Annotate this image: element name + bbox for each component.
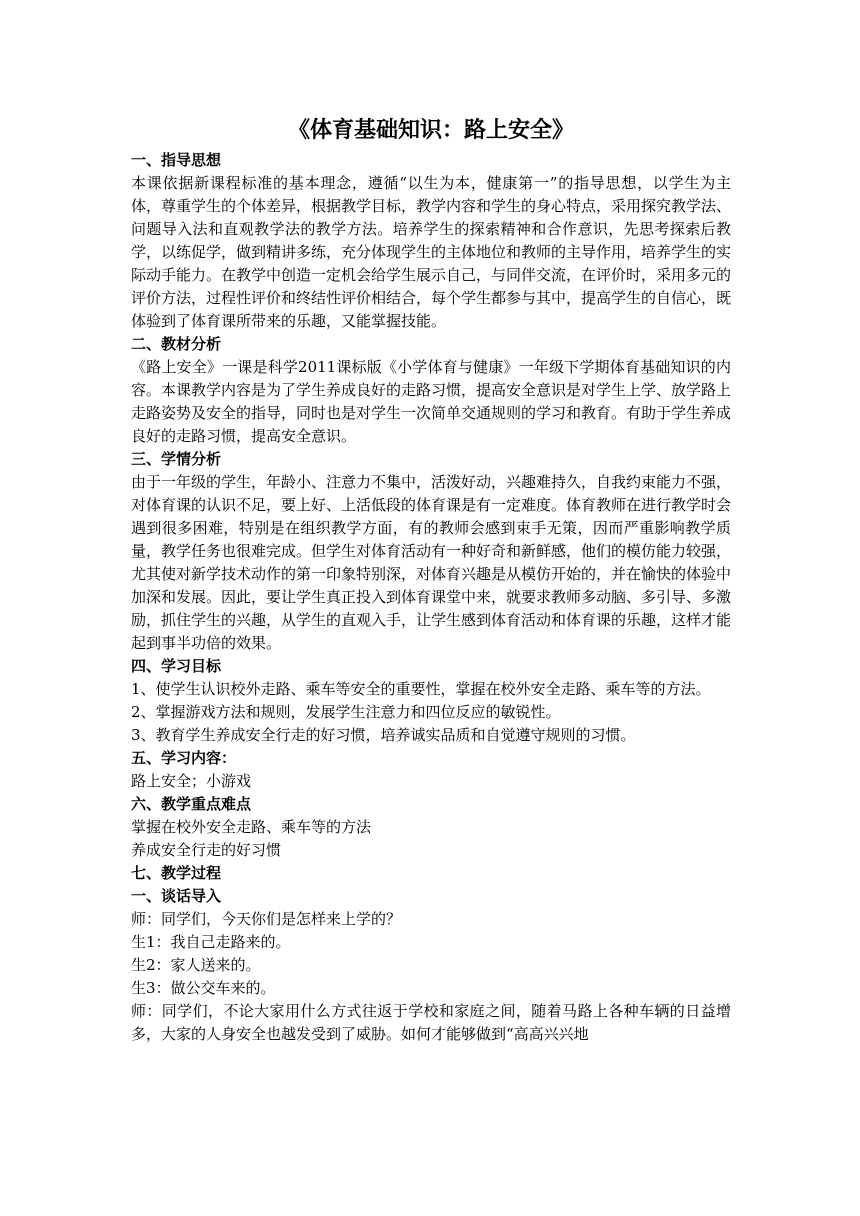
section-heading-student-analysis: 三、学情分析: [131, 450, 222, 468]
dialogue-line-teacher-2: 师：同学们，不论大家用什么方式往返于学校和家庭之间，随着马路上各种车辆的日益增多，大家的人身安全也越发受到了威胁。如何才能够做到“高高兴兴地: [131, 1002, 731, 1043]
learning-goal-2: 2、掌握游戏方法和规则，发展学生注意力和四位反应的敏锐性。: [131, 703, 561, 721]
section-heading-learning-content: 五、学习内容：: [131, 749, 237, 767]
section-heading-learning-goals: 四、学习目标: [131, 657, 222, 675]
learning-goal-1: 1、使学生认识校外走路、乘车等安全的重要性，掌握在校外安全走路、乘车等的方法。: [131, 680, 711, 698]
section-heading-teaching-process: 七、教学过程: [131, 864, 222, 882]
section-heading-textbook-analysis: 二、教材分析: [131, 335, 222, 353]
key-point-2: 养成安全行走的好习惯: [131, 841, 282, 859]
section-body-guiding-ideology: 本课依据新课程标准的基本理念，遵循“以生为本，健康第一”的指导思想，以学生为主体，尊重学生的个体差异，根据教学目标，教学内容和学生的身心特点，采用探究教学法、问题导入法和直观教学法的教学方法。培养学生的探索精神和合作意识，先思考探索后教学，以练促学，做到精讲多练，充分体现学生的主体地位和教师的主导作用，培养学生的实际动手能力。在教学中创造一定机会给学生展示自己，与同伴交流，在评价时，采用多元的评价方法，过程性评价和终结性评价相结合，每个学生都参与其中，提高学生的自信心，既体验到了体育课所带来的乐趣，又能掌握技能。: [131, 174, 732, 330]
dialogue-line-student-1: 生1：我自己走路来的。: [131, 933, 291, 951]
section-body-textbook-analysis: 《路上安全》一课是科学2011课标版《小学体育与健康》一年级下学期体育基础知识的内容。本课教学内容是为了学生养成良好的走路习惯，提高安全意识是对学生上学、放学路上走路姿势及安全的指导，同时也是对学生一次简单交通规则的学习和教育。有助于学生养成良好的走路习惯，提高安全意识。: [131, 358, 732, 445]
document-page: [131, 117, 731, 1046]
subsection-heading-introduction: 一、谈话导入: [131, 887, 222, 905]
dialogue-line-student-2: 生2：家人送来的。: [131, 956, 261, 974]
key-point-1: 掌握在校外安全走路、乘车等的方法: [131, 818, 372, 836]
section-heading-key-points: 六、教学重点难点: [131, 795, 252, 813]
dialogue-line-student-3: 生3：做公交车来的。: [131, 979, 276, 997]
section-body-student-analysis: 由于一年级的学生，年龄小、注意力不集中，活泼好动，兴趣难持久，自我约束能力不强，对体育课的认识不足，要上好、上活低段的体育课是有一定难度。体育教师在进行教学时会遇到很多困难，特别是在组织教学方面，有的教师会感到束手无策，因而严重影响教学质量，教学任务也很难完成。但学生对体育活动有一种好奇和新鲜感，他们的模仿能力较强，尤其使对新学技术动作的第一印象特别深，对体育兴趣是从模仿开始的，并在愉快的体验中加深和发展。因此，要让学生真正投入到体育课堂中来，就要求教师多动脑、多引导、多激励，抓住学生的兴趣，从学生的直观入手，让学生感到体育活动和体育课的乐趣，这样才能起到事半功倍的效果。: [131, 473, 732, 652]
dialogue-line-teacher-1: 师：同学们，今天你们是怎样来上学的？: [131, 910, 402, 928]
learning-goal-3: 3、教育学生养成安全行走的好习惯，培养诚实品质和自觉遵守规则的习惯。: [131, 726, 636, 744]
document-title: 《体育基础知识：路上安全》: [287, 118, 574, 143]
section-heading-guiding-ideology: 一、指导思想: [131, 151, 222, 169]
learning-content-text: 路上安全；小游戏: [131, 772, 252, 790]
